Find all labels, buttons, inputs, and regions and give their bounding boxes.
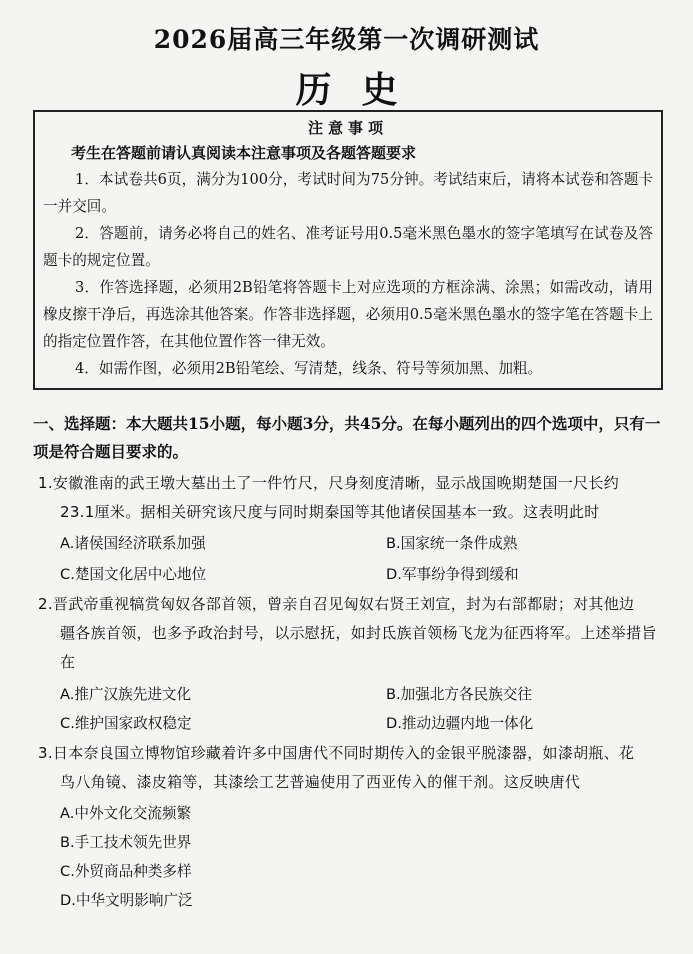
option-c: C.外贸商品种类多样: [60, 863, 192, 880]
option-b: B.国家统一条件成熟: [386, 535, 518, 552]
subject-title: 历史: [295, 69, 428, 111]
question-stem: [38, 590, 670, 677]
option-d: D.军事纷争得到缓和: [386, 566, 519, 583]
question-stem-cont: 鸟八角镜、漆皮箱等，其漆绘工艺普遍使用了西亚传入的催干剂。这反映唐代: [60, 773, 581, 791]
question-stem-cont: 23.1厘米。据相关研究该尺度与同时期秦国等其他诸侯国基本一致。这表明此时: [60, 503, 600, 521]
option-b: B.手工技术领先世界: [60, 834, 192, 851]
notice-item: 2．答题前，请务必将自己的姓名、准考证号用0.5毫米黑色墨水的签字笔填写在试卷及答题卡的规定位置。: [43, 225, 653, 269]
option-a: A.诸侯国经济联系加强: [60, 535, 206, 552]
question-stem: [38, 469, 670, 527]
notice-lead: 考生在答题前请认真阅读本注意事项及各题答题要求: [71, 144, 417, 162]
question-stem-line: 2.晋武帝重视犒赏匈奴各部首领，曾亲自召见匈奴右贤王刘宣，封为右部都尉；对其他边: [38, 595, 635, 613]
option-c: C.楚国文化居中心地位: [60, 566, 207, 583]
question-stem: [38, 739, 670, 797]
question-stem-line: 3.日本奈良国立博物馆珍藏着许多中国唐代不同时期传入的金银平脱漆器，如漆胡瓶、花: [38, 744, 635, 762]
option-d: D.推动边疆内地一体化: [386, 715, 534, 732]
notice-box: [33, 110, 663, 390]
question-stem-cont: 疆各族首领，也多予政治封号，以示慰抚，如封氐族首领杨飞龙为征西将军。上述举措旨在: [60, 624, 657, 671]
section-heading: 一、选择题：本大题共15小题，每小题3分，共45分。在每小题列出的四个选项中，只有一项是符合题目要求的。: [33, 414, 661, 461]
exam-title: 2026届高三年级第一次调研测试: [153, 25, 540, 54]
option-a: A.中外文化交流频繁: [60, 805, 192, 822]
notice-heading: 注意事项: [307, 119, 388, 137]
option-c: C.维护国家政权稳定: [60, 715, 192, 732]
option-b: B.加强北方各民族交往: [386, 686, 532, 703]
option-a: A.推广汉族先进文化: [60, 686, 192, 703]
notice-item: 4．如需作图，必须用2B铅笔绘、写清楚，线条、符号等须加黑、加粗。: [75, 360, 543, 377]
option-d: D.中华文明影响广泛: [60, 892, 193, 909]
notice-item: 1．本试卷共6页，满分为100分，考试时间为75分钟。考试结束后，请将本试卷和答题卡一并交回。: [43, 171, 653, 215]
notice-item: 3．作答选择题，必须用2B铅笔将答题卡上对应选项的方框涂满、涂黑；如需改动，请用橡皮擦干净后，再选涂其他答案。作答非选择题，必须用0.5毫米黑色墨水的签字笔在答题卡上的指定位置作答，在其他位置作答一律无效。: [43, 279, 653, 350]
question-stem-line: 1.安徽淮南的武王墩大墓出土了一件竹尺，尺身刻度清晰，显示战国晚期楚国一尺长约: [38, 474, 620, 492]
